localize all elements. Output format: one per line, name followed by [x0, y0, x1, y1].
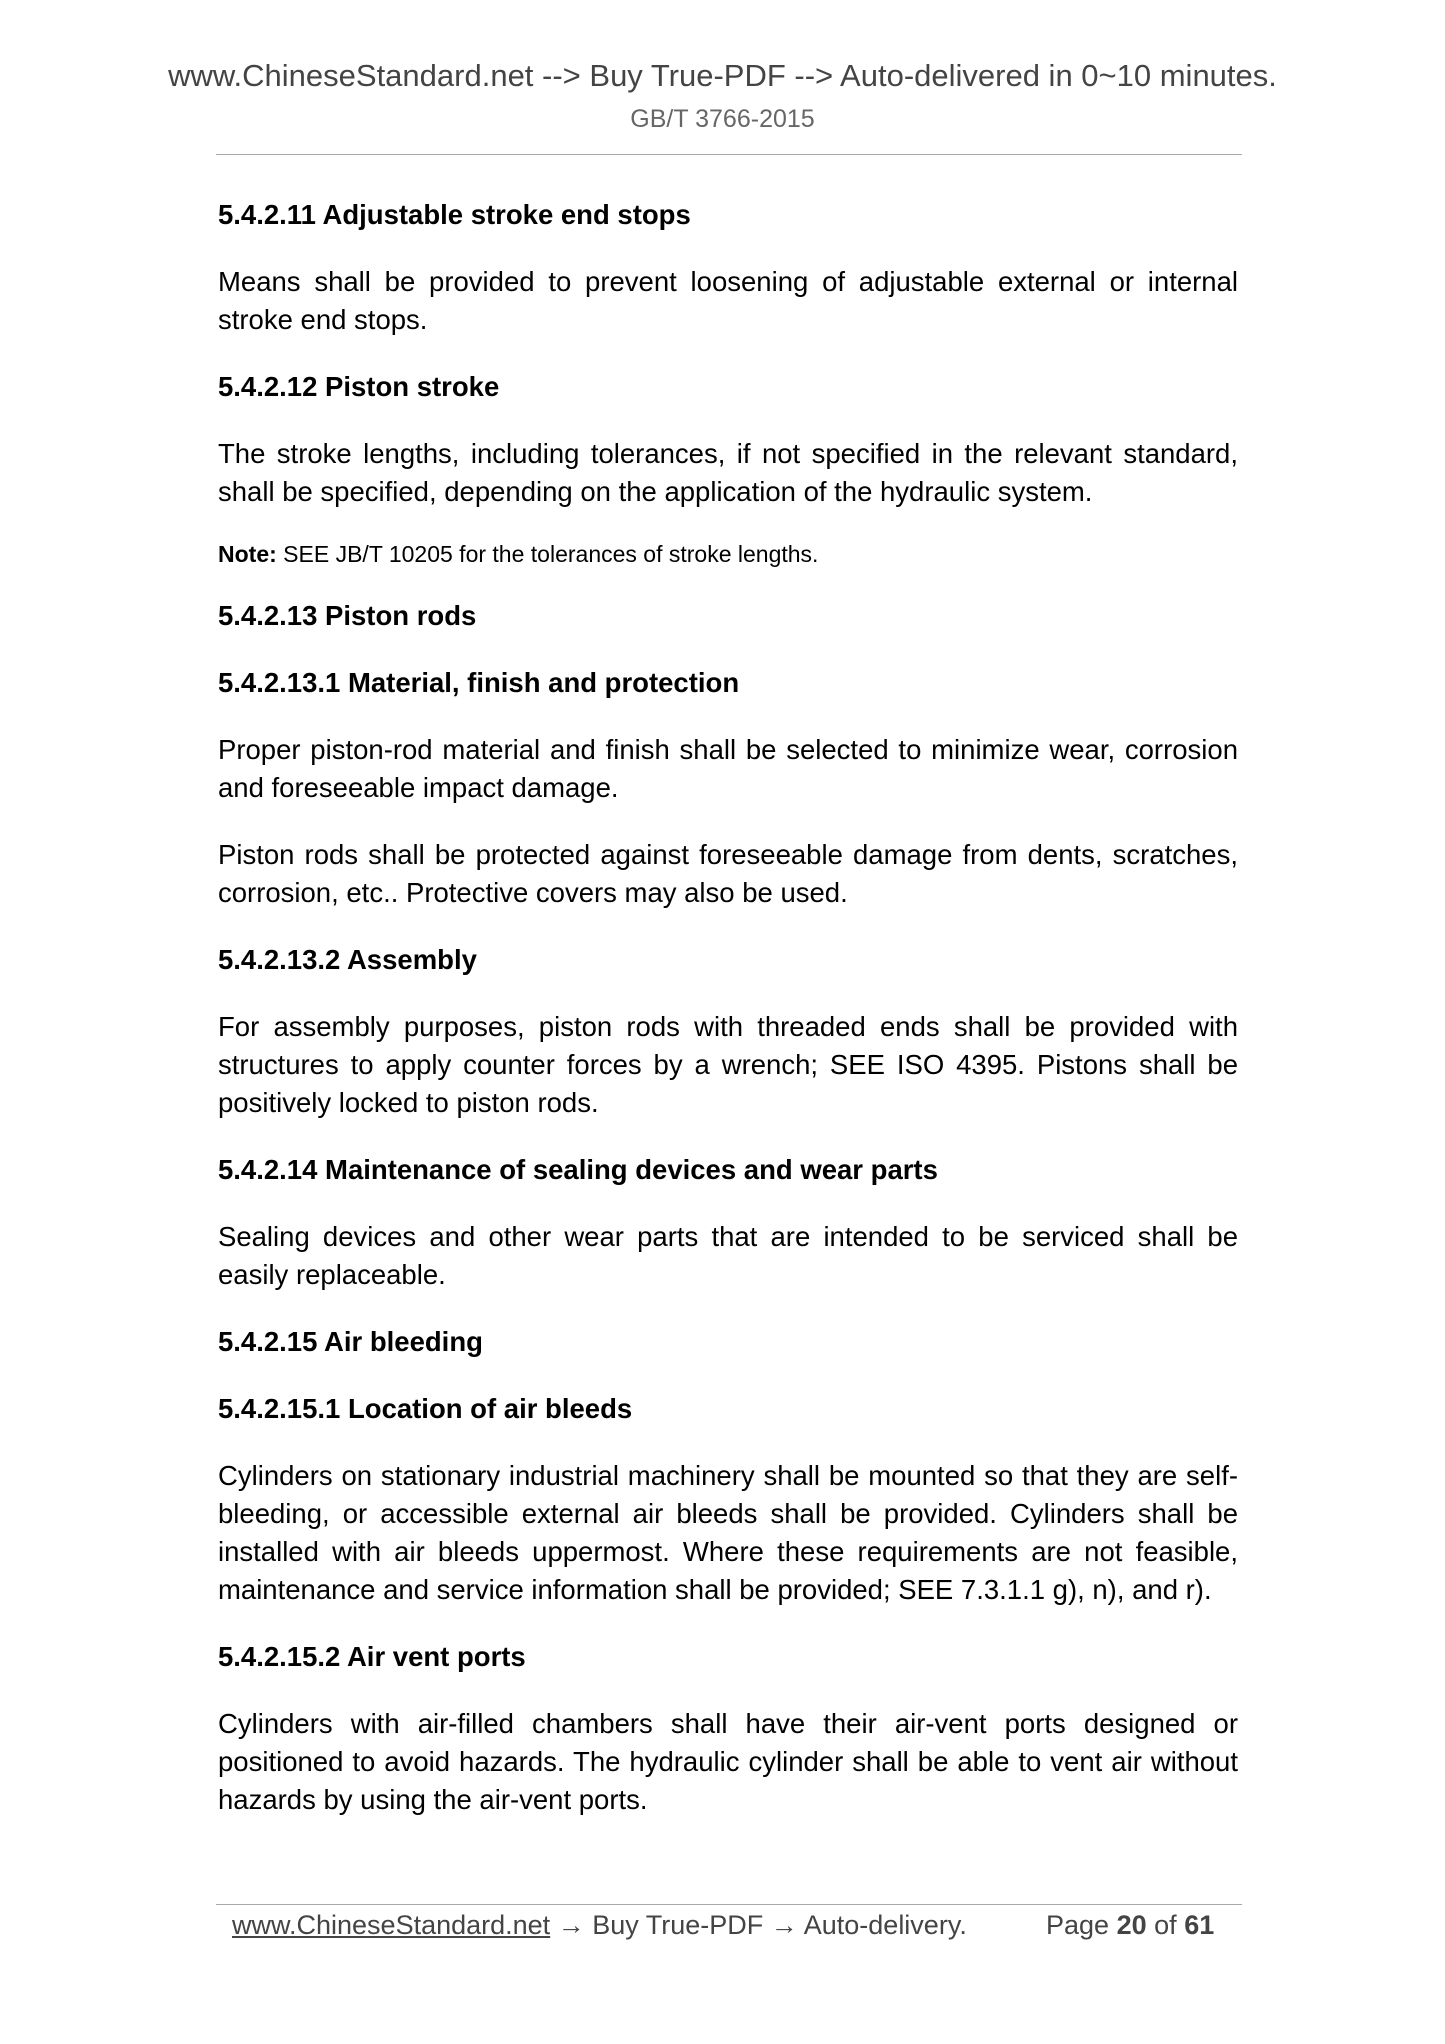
footer-promo — [232, 1907, 967, 1943]
paragraph: The stroke lengths, including tolerances, if not specified in the relevant standard, shall be specified, depending on the application of the hydraulic system. — [218, 438, 1238, 507]
page-indicator — [1046, 1907, 1214, 1943]
header-divider — [216, 154, 1242, 155]
note-label: Note: — [218, 541, 277, 567]
heading-adjustable-stroke-end-stops: 5.4.2.11 Adjustable stroke end stops — [218, 199, 691, 230]
heading-piston-stroke: 5.4.2.12 Piston stroke — [218, 371, 500, 402]
note — [218, 535, 1238, 573]
heading-maintenance-sealing-devices: 5.4.2.14 Maintenance of sealing devices and wear parts — [218, 1154, 938, 1185]
footer-divider — [216, 1904, 1242, 1905]
paragraph: Cylinders on stationary industrial machinery shall be mounted so that they are self-bleeding, or accessible external air bleeds shall be provided. Cylinders shall be installed with air bleeds uppermost. Where these requirements are not feasible, maintenance and service information shall be provided; SEE 7.3.1.1 g), n), and r). — [218, 1460, 1238, 1605]
site-banner: www.ChineseStandard.net --> Buy True-PDF --> Auto-delivered in 0~10 minutes. — [168, 58, 1277, 93]
heading-assembly: 5.4.2.13.2 Assembly — [218, 944, 477, 975]
page-number: 20 — [1116, 1910, 1147, 1940]
paragraph: For assembly purposes, piston rods with threaded ends shall be provided with structures to apply counter forces by a wrench; SEE ISO 4395. Pistons shall be positively locked to piston rods. — [218, 1011, 1238, 1118]
of-label: of — [1154, 1910, 1177, 1940]
paragraph: Piston rods shall be protected against foreseeable damage from dents, scratches, corrosion, etc.. Protective covers may also be used. — [218, 839, 1238, 908]
heading-air-bleeding: 5.4.2.15 Air bleeding — [218, 1326, 483, 1357]
document-body — [218, 196, 1238, 1848]
heading-piston-rods: 5.4.2.13 Piston rods — [218, 600, 477, 631]
footer-site-link[interactable]: www.ChineseStandard.net — [232, 1910, 551, 1940]
paragraph: Proper piston-rod material and finish shall be selected to minimize wear, corrosion and foreseeable impact damage. — [218, 734, 1238, 803]
standard-code: GB/T 3766-2015 — [630, 105, 815, 133]
heading-air-vent-ports: 5.4.2.15.2 Air vent ports — [218, 1641, 526, 1672]
paragraph: Cylinders with air-filled chambers shall have their air-vent ports designed or positioned to avoid hazards. The hydraulic cylinder shall be able to vent air without hazards by using the air-vent ports. — [218, 1708, 1238, 1815]
footer-promo-text: → Buy True-PDF → Auto-delivery. — [550, 1910, 967, 1940]
heading-location-of-air-bleeds: 5.4.2.15.1 Location of air bleeds — [218, 1393, 633, 1424]
page-label: Page — [1046, 1910, 1110, 1940]
paragraph: Sealing devices and other wear parts that are intended to be serviced shall be easily replaceable. — [218, 1221, 1238, 1290]
heading-material-finish-protection: 5.4.2.13.1 Material, finish and protection — [218, 667, 740, 698]
total-pages: 61 — [1184, 1910, 1215, 1940]
note-text: SEE JB/T 10205 for the tolerances of stroke lengths. — [276, 541, 819, 567]
paragraph: Means shall be provided to prevent loosening of adjustable external or internal stroke end stops. — [218, 266, 1238, 335]
